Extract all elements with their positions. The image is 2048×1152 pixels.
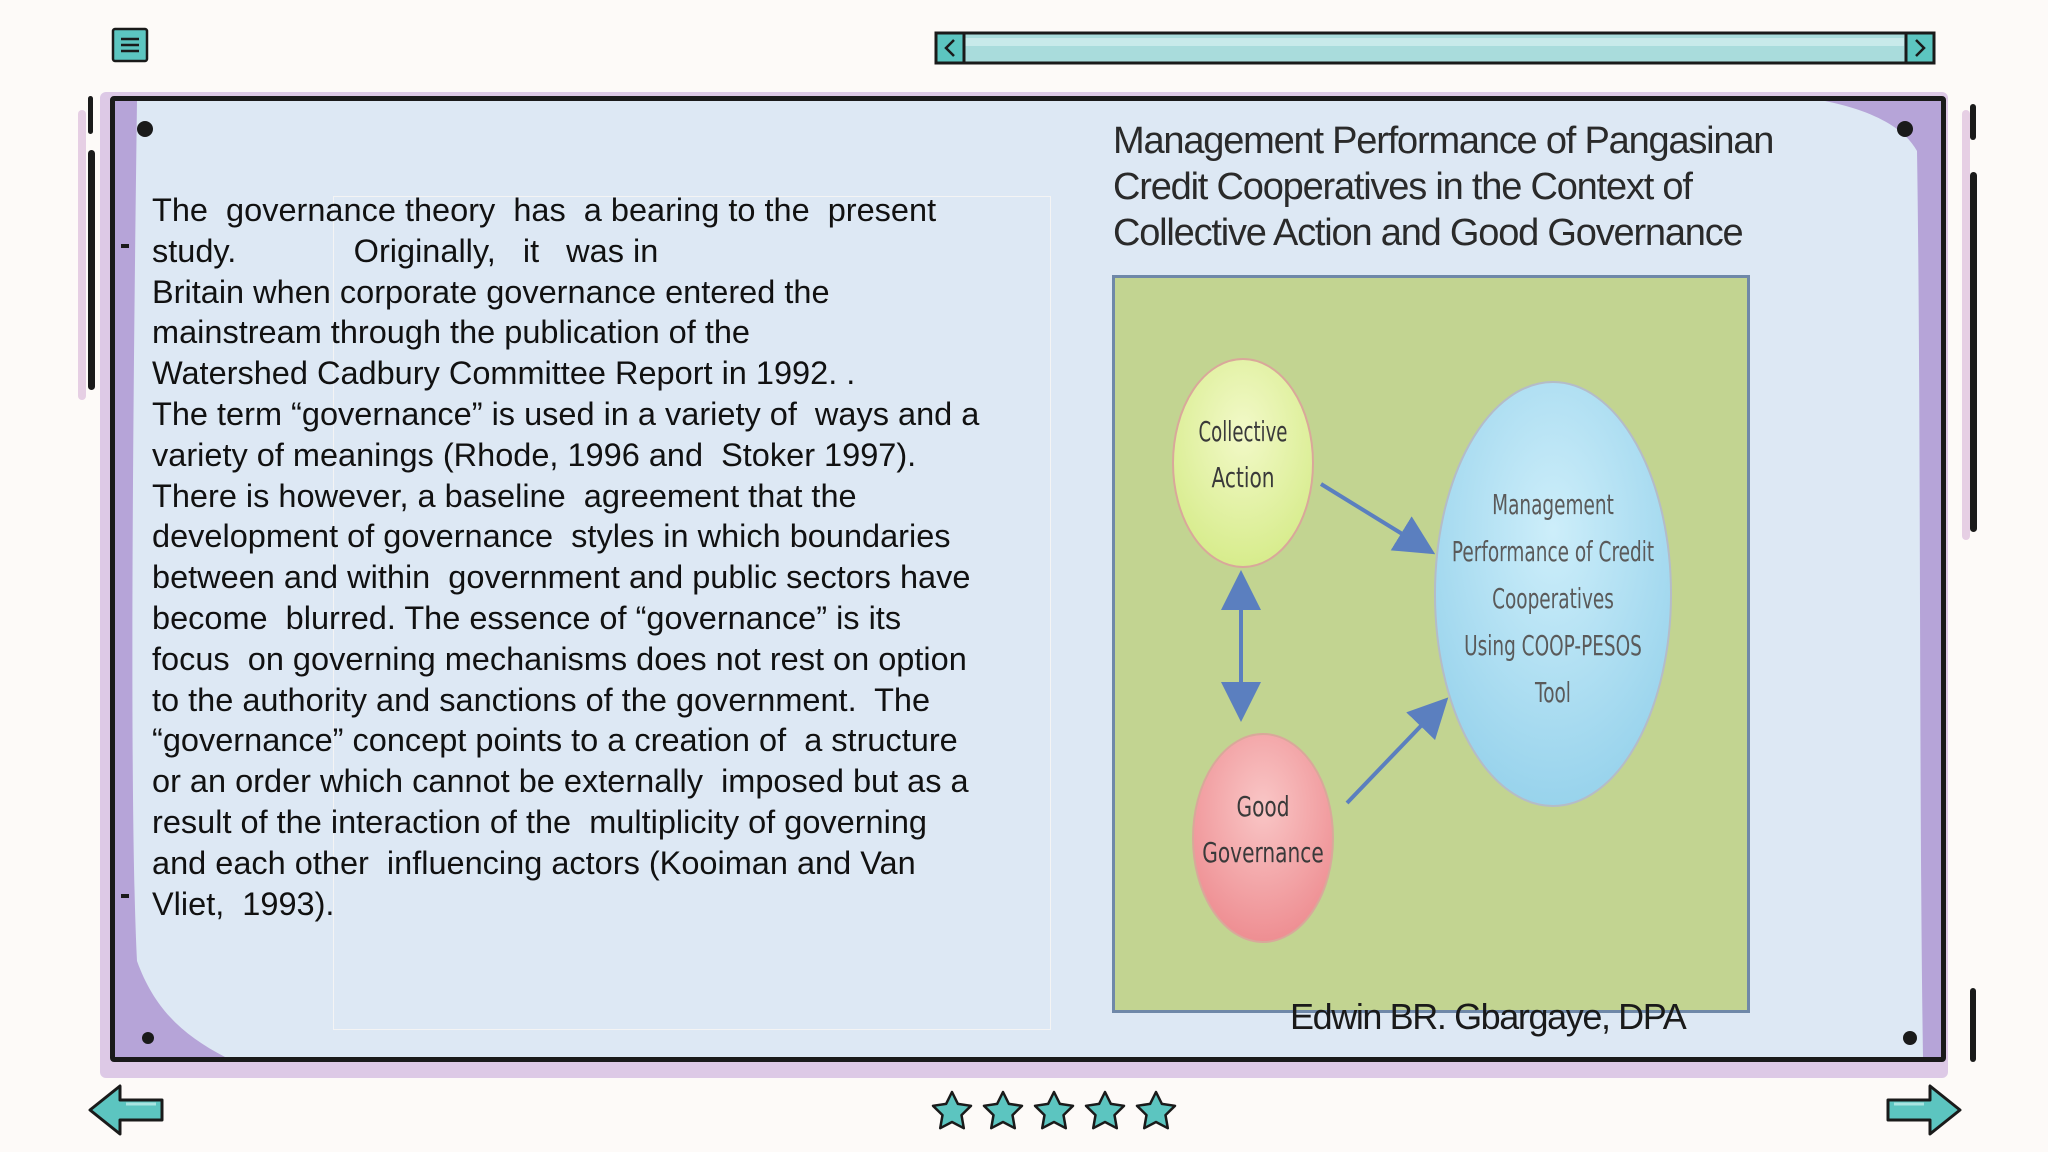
node-good-governance-label-1: Good	[1236, 789, 1290, 823]
node-management-label-1: Management	[1492, 488, 1614, 522]
star-icon	[1086, 1092, 1124, 1128]
node-management-label-4: Using COOP-PESOS	[1464, 629, 1642, 663]
node-good-governance-label-2: Governance	[1202, 835, 1324, 869]
arrow-right-icon[interactable]	[1884, 1082, 1964, 1138]
right-deco-stroke-bottom	[1970, 988, 1976, 1062]
arrow-collective-to-management	[1321, 484, 1425, 548]
concept-diagram	[1112, 275, 1750, 1013]
left-deco-stroke	[88, 150, 95, 390]
left-deco-stroke-small	[88, 96, 93, 134]
scroll-left-button[interactable]	[936, 33, 964, 63]
node-collective-action-label-1: Collective	[1198, 414, 1288, 448]
node-management-label-2: Performance of Credit	[1451, 535, 1655, 569]
diagram-svg	[1115, 278, 1747, 1010]
node-management-performance	[1435, 382, 1671, 806]
slide-title: Management Performance of Pangasinan Credit Cooperatives in the Context of Collective Action and Good Governance	[1113, 120, 1774, 254]
star-icon	[984, 1092, 1022, 1128]
node-collective-action-label-2: Action	[1211, 460, 1275, 494]
author-credit: Edwin BR. Gbargaye, DPA	[1290, 996, 1686, 1037]
node-management-label-5: Tool	[1535, 676, 1571, 710]
top-scroll-bar	[934, 30, 1936, 66]
node-good-governance	[1193, 734, 1333, 942]
left-deco-pink	[78, 110, 86, 400]
menu-icon[interactable]	[110, 26, 150, 64]
node-collective-action	[1173, 359, 1313, 567]
star-icon	[1035, 1092, 1073, 1128]
node-management-label-3: Cooperatives	[1492, 582, 1614, 616]
body-text: The governance theory has a bearing to the present study. Originally, it was in Britain when corporate governance entered the mainstream through the publication of the Watershed Cadbury Committee Report in 1992. . The term “governance” is used in a variety of ways and a variety of meanings (Rhode, 1996 and Stoker 1997). There is however, a baseline agreement that the development of governance styles in which boundaries between and within government and public sectors have become blurred. The essence of “governance” is its focus on governing mechanisms does not rest on option to the authority and sanctions of the government. The “governance” concept points to a creation of a structure or an order which cannot be externally imposed but as a result of the interaction of the multiplicity of governing and each other influencing actors (Kooiman and Van Vliet, 1993).	[152, 192, 980, 922]
right-deco-stroke-small	[1970, 104, 1976, 140]
right-deco-pink	[1962, 110, 1970, 540]
arrow-governance-to-management	[1347, 706, 1440, 803]
scroll-right-button[interactable]	[1906, 33, 1934, 63]
star-icon	[1137, 1092, 1175, 1128]
right-deco-stroke	[1970, 172, 1977, 532]
arrow-left-icon[interactable]	[86, 1082, 166, 1138]
star-rating	[928, 1088, 1184, 1136]
star-icon	[933, 1092, 971, 1128]
